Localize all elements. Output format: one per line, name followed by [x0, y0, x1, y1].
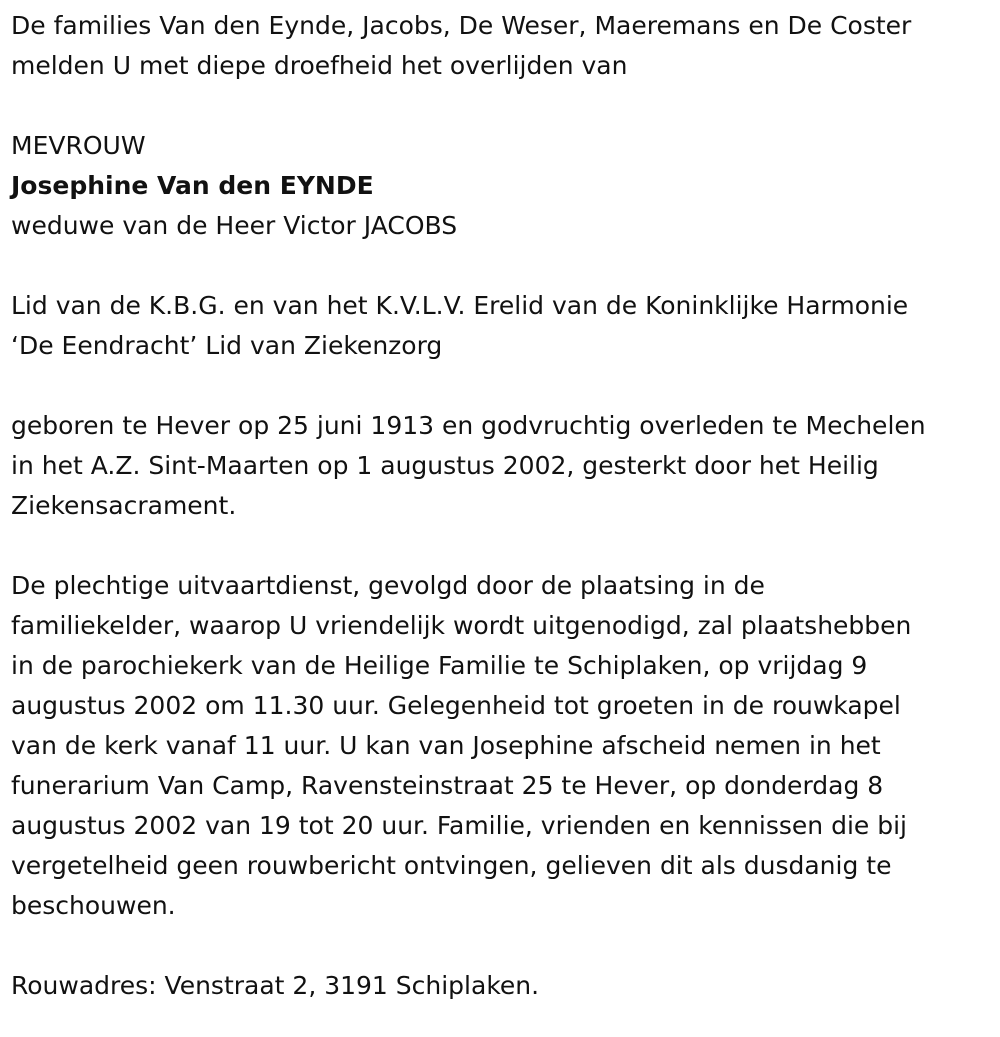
- service-line: funerarium Van Camp, Ravensteinstraat 25 te Hever, op donderdag 8: [11, 771, 884, 800]
- intro-line: melden U met diepe droefheid het overlijden van: [11, 51, 628, 80]
- paragraph-gap: [11, 86, 988, 126]
- intro-paragraph: [11, 6, 988, 86]
- service-line: in de parochiekerk van de Heilige Familie te Schiplaken, op vrijdag 9: [11, 651, 868, 680]
- deceased-block: [11, 126, 988, 246]
- life-line: geboren te Hever op 25 juni 1913 en godvruchtig overleden te Mechelen: [11, 411, 926, 440]
- service-line: De plechtige uitvaartdienst, gevolgd door de plaatsing in de: [11, 571, 765, 600]
- service-line: beschouwen.: [11, 891, 176, 920]
- paragraph-gap: [11, 526, 988, 566]
- paragraph-gap: [11, 246, 988, 286]
- memberships-line: Lid van de K.B.G. en van het K.V.L.V. Erelid van de Koninklijke Harmonie: [11, 291, 909, 320]
- life-line: Ziekensacrament.: [11, 491, 237, 520]
- service-line: augustus 2002 om 11.30 uur. Gelegenheid tot groeten in de rouwkapel: [11, 691, 901, 720]
- service-line: augustus 2002 van 19 tot 20 uur. Familie, vrienden en kennissen die bij: [11, 811, 907, 840]
- intro-line: De families Van den Eynde, Jacobs, De Weser, Maeremans en De Coster: [11, 11, 912, 40]
- service-line: vergetelheid geen rouwbericht ontvingen, gelieven dit als dusdanig te: [11, 851, 892, 880]
- memberships-line: ‘De Eendracht’ Lid van Ziekenzorg: [11, 331, 443, 360]
- paragraph-gap: [11, 926, 988, 966]
- life-line: in het A.Z. Sint-Maarten op 1 augustus 2002, gesterkt door het Heilig: [11, 451, 879, 480]
- service-paragraph: [11, 566, 988, 926]
- deceased-name: Josephine Van den EYNDE: [11, 171, 374, 200]
- life-paragraph: [11, 406, 988, 526]
- address-paragraph: [11, 966, 988, 1006]
- deceased-relation: weduwe van de Heer Victor JACOBS: [11, 211, 458, 240]
- paragraph-gap: [11, 366, 988, 406]
- service-line: van de kerk vanaf 11 uur. U kan van Josephine afscheid nemen in het: [11, 731, 881, 760]
- mourning-address: Rouwadres: Venstraat 2, 3191 Schiplaken.: [11, 971, 540, 1000]
- memberships-paragraph: [11, 286, 988, 366]
- service-line: familiekelder, waarop U vriendelijk wordt uitgenodigd, zal plaatshebben: [11, 611, 912, 640]
- deceased-title: MEVROUW: [11, 131, 146, 160]
